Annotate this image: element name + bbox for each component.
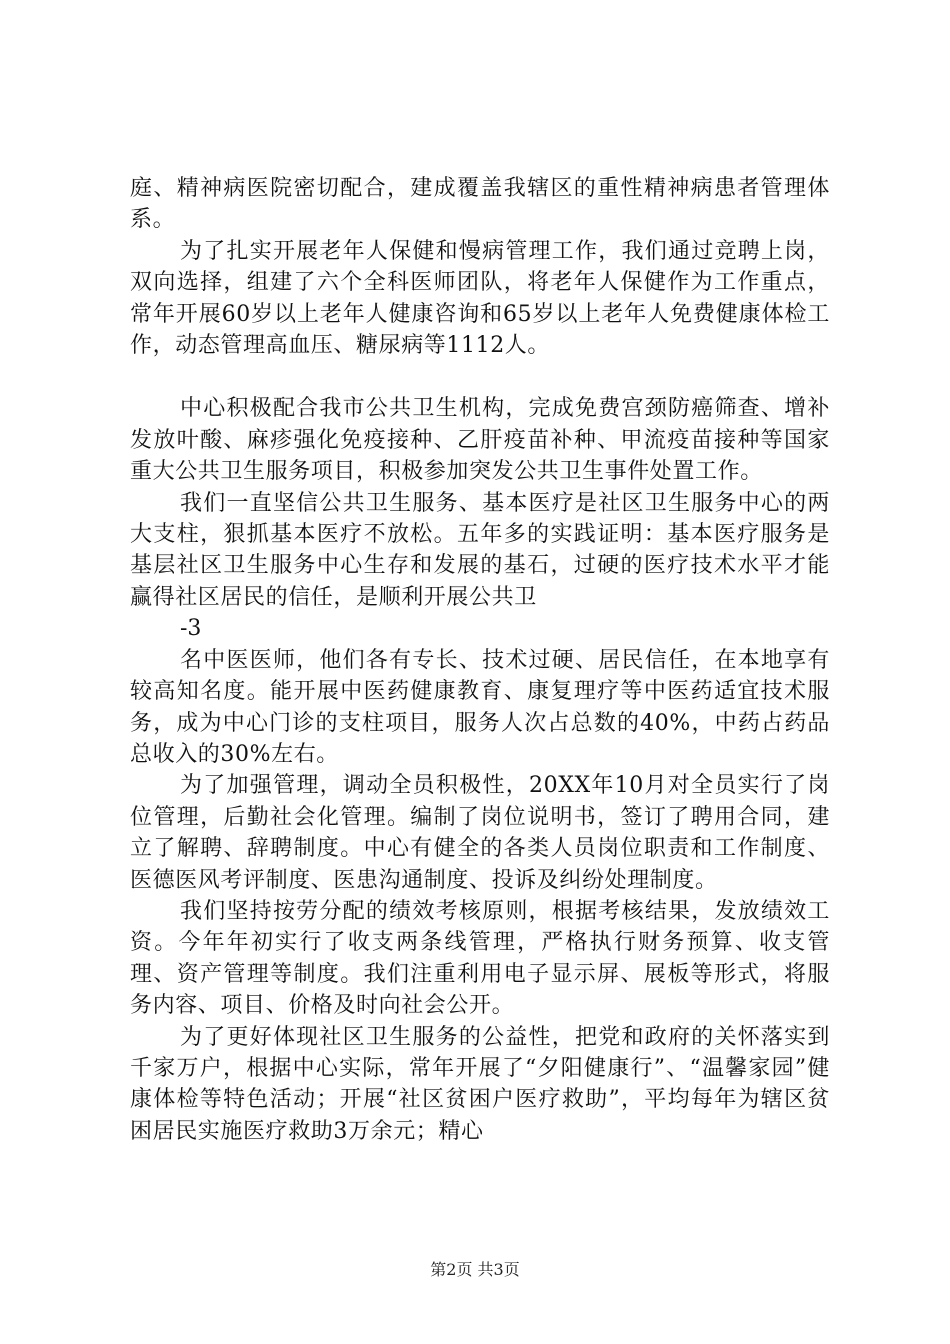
paragraph-tcm-doctors: 名中医医师，他们各有专长、技术过硬、居民信任，在本地享有较高知名度。能开展中医药健康教育、康复理疗等中医药适宜技术服务，成为中心门诊的支柱项目，服务人次占总数的40%，中药占药品总收入的30%左右。: [130, 647, 830, 767]
page-break-marker: -3: [180, 616, 202, 642]
paragraph-public-health: 中心积极配合我市公共卫生机构，完成免费宫颈防癌筛查、增补发放叶酸、麻疹强化免疫接种、乙肝疫苗补种、甲流疫苗接种等国家重大公共卫生服务项目，积极参加突发公共卫生事件处置工作。: [130, 396, 830, 485]
paragraph-elderly-care: 为了扎实开展老年人保健和慢病管理工作，我们通过竞聘上岗，双向选择，组建了六个全科医师团队，将老年人保健作为工作重点，常年开展60岁以上老年人健康咨询和65岁以上老年人免费健康体检工作，动态管理高血压、糖尿病等1112人。: [130, 238, 830, 359]
paragraph-public-welfare: 为了更好体现社区卫生服务的公益性，把党和政府的关怀落实到千家万户，根据中心实际，常年开展了“夕阳健康行”、“温馨家园”健康体检等特色活动；开展“社区贫困户医疗救助”，平均每年为辖区贫困居民实施医疗救助3万余元；精心: [130, 1024, 830, 1144]
document-body: [130, 173, 830, 1147]
paragraph-basic-medical: 我们一直坚信公共卫生服务、基本医疗是社区卫生服务中心的两大支柱，狠抓基本医疗不放松。五年多的实践证明：基本医疗服务是基层社区卫生服务中心生存和发展的基石，过硬的医疗技术水平才能赢得社区居民的信任，是顺利开展公共卫: [130, 490, 830, 610]
paragraph-performance: 我们坚持按劳分配的绩效考核原则，根据考核结果，发放绩效工资。今年年初实行了收支两条线管理，严格执行财务预算、收支管理、资产管理等制度。我们注重利用电子显示屏、展板等形式，将服务内容、项目、价格及时向社会公开。: [130, 898, 830, 1019]
paragraph-management: 为了加强管理，调动全员积极性，20XX年10月对全员实行了岗位管理，后勤社会化管理。编制了岗位说明书，签订了聘用合同，建立了解聘、辞聘制度。中心有健全的各类人员岗位职责和工作制度、医德医风考评制度、医患沟通制度、投诉及纠纷处理制度。: [130, 773, 830, 893]
page-footer: 第2页 共3页: [430, 1260, 520, 1279]
paragraph-continuation: 庭、精神病医院密切配合，建成覆盖我辖区的重性精神病患者管理体系。: [130, 176, 830, 233]
